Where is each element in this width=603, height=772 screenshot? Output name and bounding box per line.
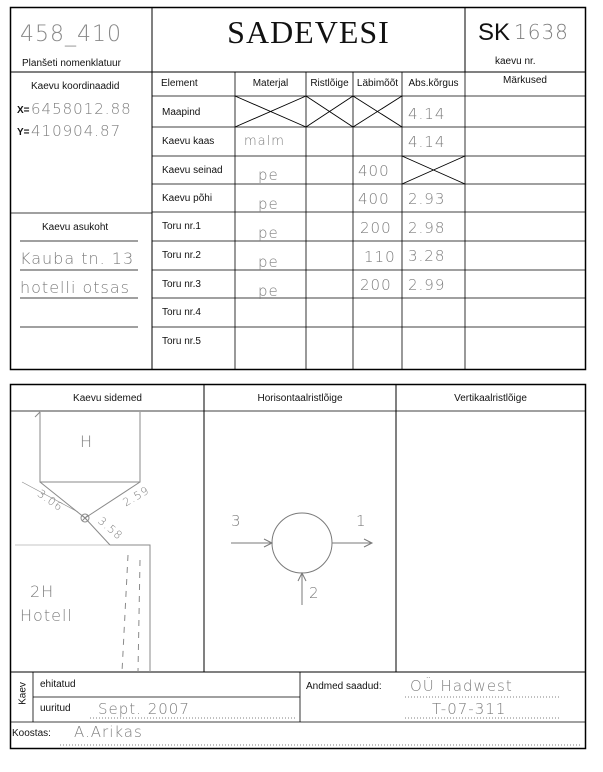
ehitatud-label: ehitatud <box>40 679 76 690</box>
coords-label: Kaevu koordinaadid <box>31 81 120 92</box>
row-label-toru1: Toru nr.1 <box>162 221 201 232</box>
cell-labimoot-seinad: 400 <box>358 162 390 180</box>
y-coordinate: 410904.87 <box>31 122 122 140</box>
sheet-number: 458_410 <box>20 22 122 47</box>
row-label-toru2: Toru nr.2 <box>162 250 201 261</box>
sketch-building-h: H <box>80 432 94 451</box>
cell-labimoot-toru3: 200 <box>360 276 392 294</box>
y-prefix: Y= <box>17 127 30 138</box>
location-line2: hotelli otsas <box>20 278 131 297</box>
row-label-seinad: Kaevu seinad <box>162 165 223 176</box>
cell-materjal-kaas: malm <box>244 134 285 149</box>
koostas-label: Koostas: <box>12 728 51 739</box>
page-title: SADEVESI <box>227 14 390 50</box>
location-label: Kaevu asukoht <box>42 222 109 233</box>
sketch-dim-358: 3.58 <box>95 514 126 543</box>
andmed-line2: T-07-311 <box>432 700 507 718</box>
cell-materjal-toru2: pe <box>258 253 279 271</box>
cell-abs-toru3: 2.99 <box>408 276 446 294</box>
pipe-3-label: 3 <box>231 512 242 530</box>
uuritud-value: Sept. 2007 <box>98 700 190 718</box>
cell-labimoot-toru1: 200 <box>360 219 392 237</box>
horizontal-section-drawing <box>231 513 372 605</box>
location-line1: Kauba tn. 13 <box>20 249 135 268</box>
section-sidemed: Kaevu sidemed <box>73 393 142 404</box>
sk-prefix: SK <box>478 19 511 46</box>
cell-abs-kaas: 4.14 <box>408 133 446 151</box>
sketch-hotel: Hotell <box>20 606 73 625</box>
x-coordinate: 6458012.88 <box>31 100 132 118</box>
col-materjal: Materjal <box>252 78 289 89</box>
sketch-building-2h: 2H <box>30 582 55 601</box>
cell-abs-toru1: 2.98 <box>408 219 446 237</box>
col-abs-korgus: Abs.kõrgus <box>408 78 459 89</box>
cell-materjal-toru3: pe <box>258 282 279 300</box>
uuritud-label: uuritud <box>40 703 71 714</box>
row-label-pohi: Kaevu põhi <box>162 193 213 204</box>
cell-abs-maapind: 4.14 <box>408 105 446 123</box>
sketch-dim-259: 2.59 <box>120 483 152 510</box>
section-horisontaal: Horisontaalristlõige <box>257 393 343 404</box>
col-element: Element <box>161 78 198 89</box>
site-sketch <box>15 412 150 672</box>
koostas-value: A.Arikas <box>74 723 143 741</box>
row-label-toru4: Toru nr.4 <box>162 307 201 318</box>
sheet-label: Planšeti nomenklatuur <box>22 58 121 69</box>
pipe-1-label: 1 <box>356 512 367 530</box>
col-ristloige: Ristlõige <box>310 78 349 89</box>
cell-abs-toru2: 3.28 <box>408 247 446 265</box>
x-prefix: X= <box>17 105 30 116</box>
cell-materjal-seinad: pe <box>258 166 279 184</box>
row-label-toru3: Toru nr.3 <box>162 279 201 290</box>
cell-materjal-toru1: pe <box>258 224 279 242</box>
sketch-dim-306: 3.06 <box>34 487 66 514</box>
col-labimoot: Läbimõõt <box>356 78 399 89</box>
cell-abs-pohi: 2.93 <box>408 190 446 208</box>
cell-labimoot-toru2: 110 <box>364 248 396 266</box>
andmed-label: Andmed saadud: <box>306 681 382 692</box>
col-markused: Märkused <box>503 75 547 86</box>
sk-number: 1638 <box>514 20 569 44</box>
row-label-kaas: Kaevu kaas <box>162 136 215 147</box>
andmed-line1: OÜ Hadwest <box>410 677 513 695</box>
sk-label: kaevu nr. <box>495 56 536 67</box>
cell-materjal-pohi: pe <box>258 195 279 213</box>
kaev-label: Kaev <box>17 682 29 705</box>
row-label-toru5: Toru nr.5 <box>162 336 201 347</box>
cell-labimoot-pohi: 400 <box>358 190 390 208</box>
row-label-maapind: Maapind <box>162 107 201 118</box>
pipe-2-label: 2 <box>309 584 320 602</box>
section-vertikaal: Vertikaalristlõige <box>454 393 527 404</box>
